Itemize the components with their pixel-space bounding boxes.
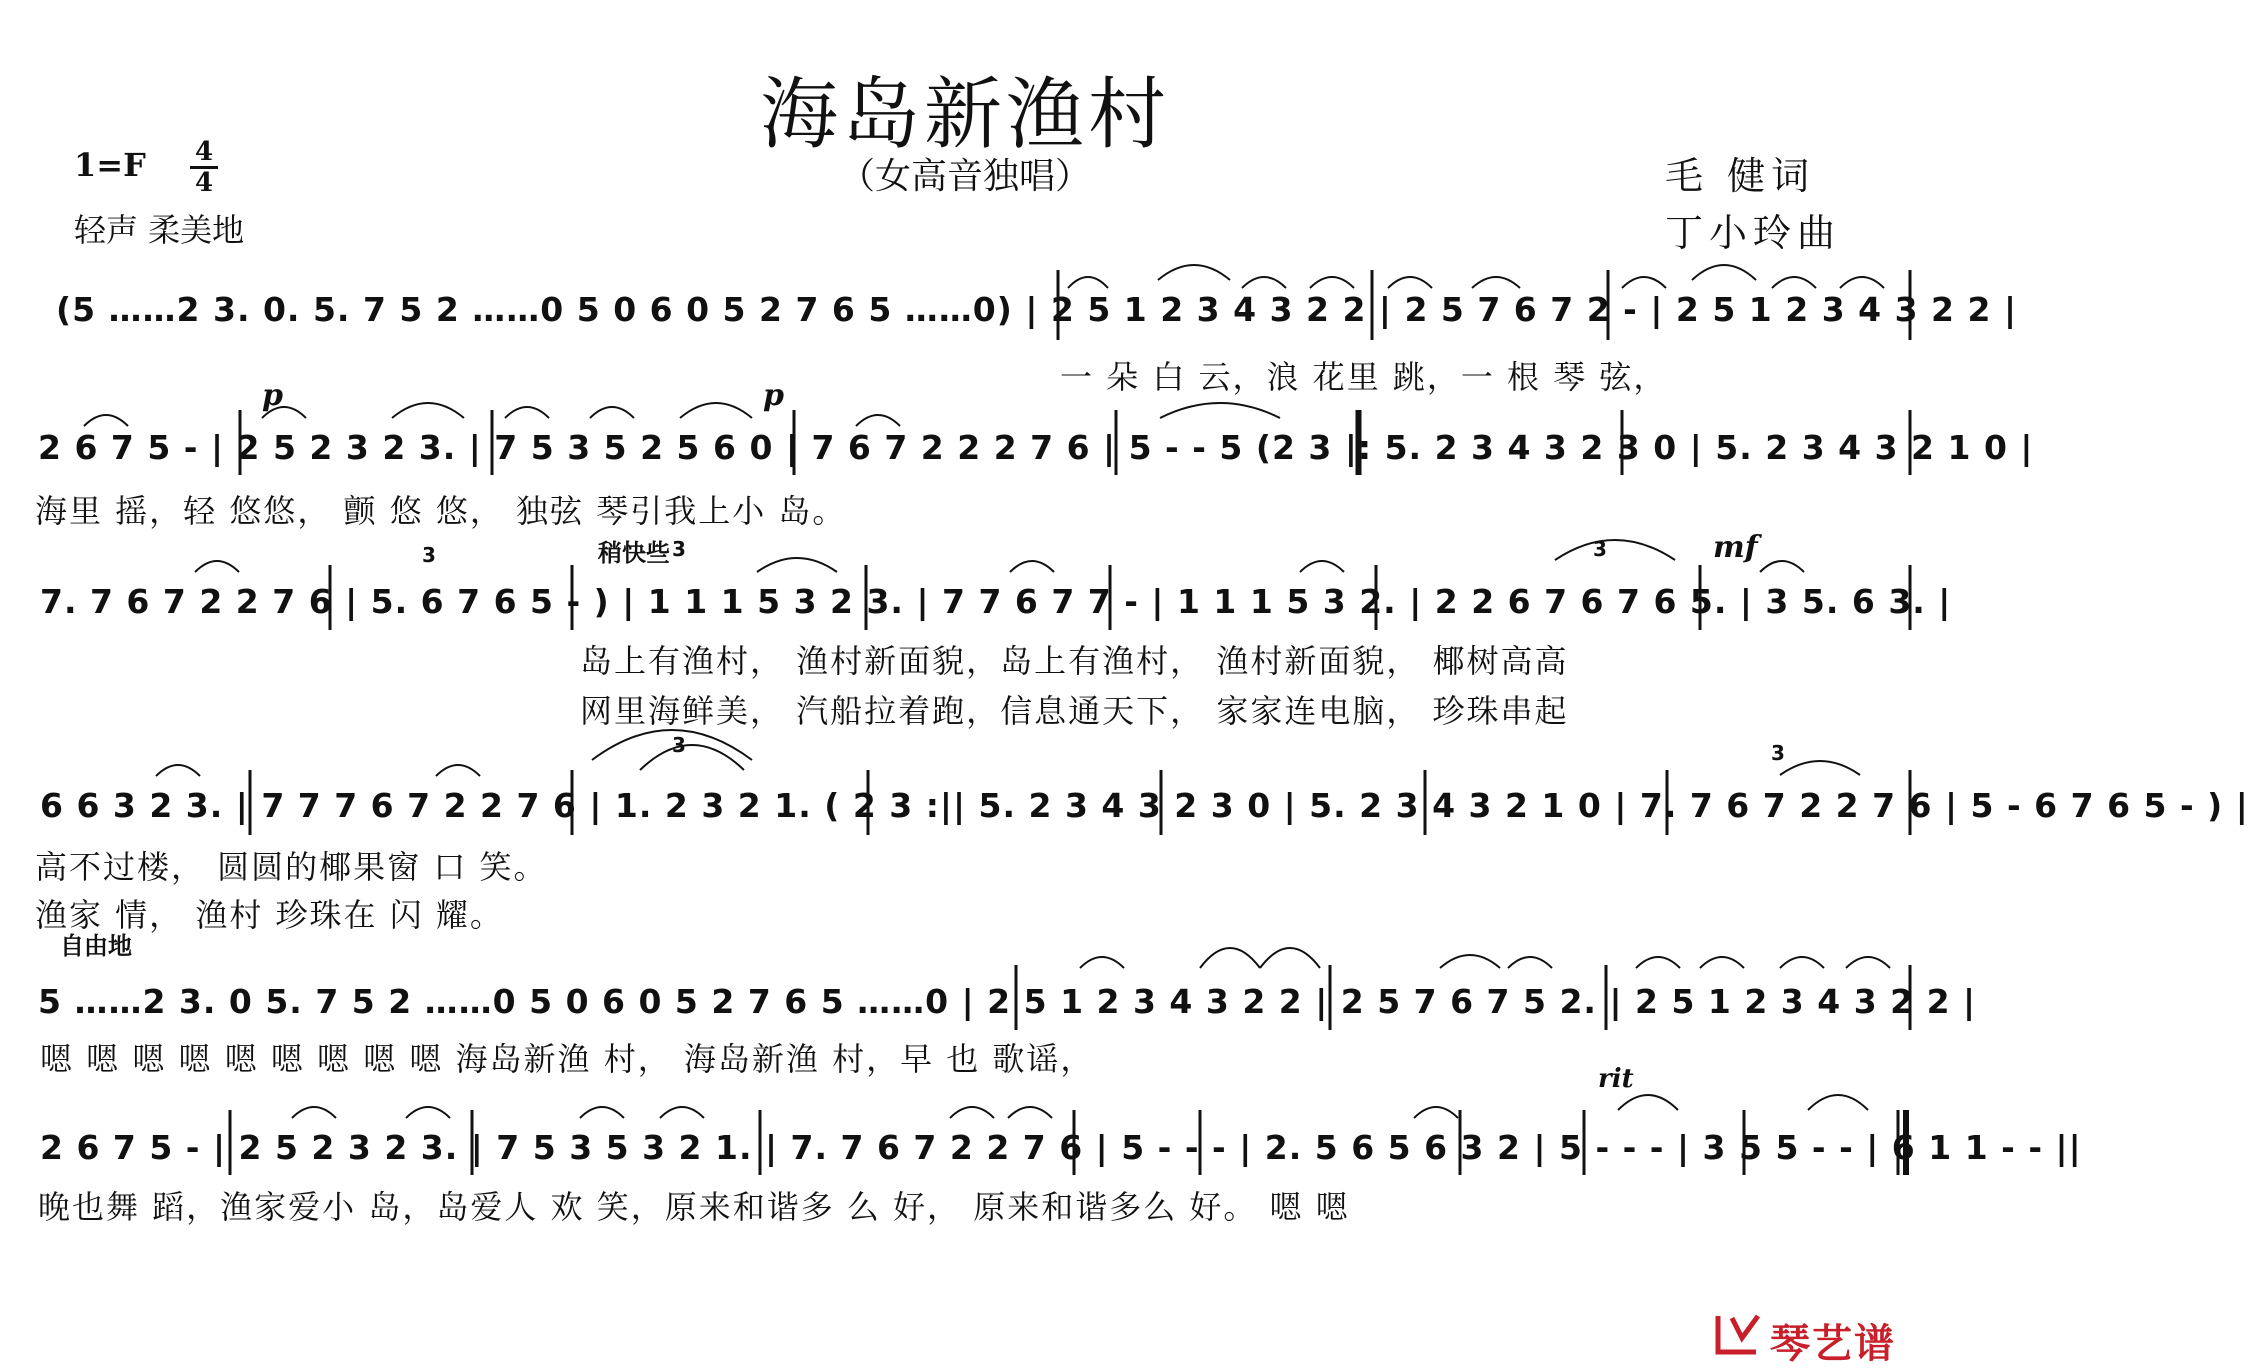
lyrics-line: 一 朵 白 云，浪 花里 跳，一 根 琴 弦， (1060, 358, 1668, 396)
notation-line: 6 6 3 2 3. | 7 7 7 6 7 2 2 7 6 | 1. 2 3 2 1. ( 2 3 :|| 5. 2 3 4 3 2 3 0 | 5. 2 3 4 3 2 1 0 | 7. 7 6 7 2 2 7 6 | 5 - 6 7 6 5 - ) | (40, 786, 2249, 825)
ritardando-marking: rit (1598, 1064, 1634, 1094)
tempo-faster-marking: 稍快些 (598, 539, 670, 567)
svg-text:3: 3 (672, 537, 686, 561)
lyrics-line: 嗯 嗯 嗯 嗯 嗯 嗯 嗯 嗯 嗯 海岛新渔 村， 海岛新渔 村，早 也 歌谣， (40, 1040, 1095, 1078)
dynamic-p: p (262, 378, 283, 413)
lyrics-line: 岛上有渔村， 渔村新面貌，岛上有渔村， 渔村新面貌， 椰树高高 (580, 642, 1569, 680)
subtitle: （女高音独唱） (838, 156, 1091, 197)
svg-text:3: 3 (672, 733, 686, 757)
svg-text:3: 3 (1771, 741, 1785, 765)
tempo-free-marking: 自由地 (60, 932, 132, 960)
page-title: 海岛新渔村 (759, 70, 1170, 160)
notation-line: 2 6 7 5 - | 2 5 2 3 2 3. | 7 5 3 5 3 2 1. | 7. 7 6 7 2 2 7 6 | 5 - - - | 2. 5 6 5 6 3 2 | 5 - - - | 3 5 5 - - | 6 1 1 - - || (40, 1128, 2082, 1167)
dynamic-mf: mf (1713, 530, 1758, 565)
watermark-logo (1712, 1308, 1912, 1367)
lyrics-line: 高不过楼， 圆圆的椰果窗 口 笑。 (35, 848, 548, 886)
notation-line: 5 ……2 3. 0 5. 7 5 2 ……0 5 0 6 0 5 2 7 6 5 ……0 | 2 5 1 2 3 4 3 2 2 | 2 5 7 6 7 5 2. | 2 5 1 2 3 4 3 2 2 | (38, 982, 1977, 1021)
time-signature-bottom: 4 (194, 168, 214, 198)
dynamic-p: p (763, 378, 784, 413)
composer: 丁小玲曲 (1665, 211, 1842, 255)
notation-line: (5 ……2 3. 0. 5. 7 5 2 ……0 5 0 6 0 5 2 7 6 5 ……0) | 2 5 1 2 3 4 3 2 2 | 2 5 7 6 7 2 - | 2 5 1 2 3 4 3 2 2 | (56, 290, 2017, 329)
notation-line: 2 6 7 5 - | 2 5 2 3 2 3. | 7 5 3 5 2 5 6 0 | 7 6 7 2 2 2 7 6 | 5 - - 5 (2 3 |: 5. 2 3 4 3 2 3 0 | 5. 2 3 4 3 2 1 0 | (38, 428, 2034, 467)
notation-line: 7. 7 6 7 2 2 7 6 | 5. 6 7 6 5 - ) | 1 1 1 5 3 2 3. | 7 7 6 7 7 - | 1 1 1 5 3 2. | 2 2 6 7 6 7 6 5. | 3 5. 6 3. | (40, 582, 1952, 621)
lyricist: 毛 健词 (1665, 154, 1816, 198)
svg-text:3: 3 (1593, 537, 1607, 561)
time-signature-top: 4 (194, 137, 214, 167)
watermark-text: 琴艺谱 (1770, 1321, 1896, 1367)
svg-text:3: 3 (422, 543, 436, 567)
lyrics-line: 晚也舞 蹈，渔家爱小 岛，岛爱人 欢 笑，原来和谐多 么 好， 原来和谐多么 好。 嗯 嗯 (38, 1188, 1350, 1226)
key-signature: 1=F (74, 146, 146, 184)
lyrics-line: 渔家 情， 渔村 珍珠在 闪 耀。 (35, 896, 504, 934)
lyrics-line: 网里海鲜美， 汽船拉着跑，信息通天下， 家家连电脑， 珍珠串起 (580, 692, 1569, 730)
tempo-marking: 轻声 柔美地 (74, 211, 245, 249)
logo-icon (1712, 1308, 1768, 1358)
lyrics-line: 海里 摇，轻 悠悠， 颤 悠 悠， 独弦 琴引我上小 岛。 (35, 492, 847, 530)
